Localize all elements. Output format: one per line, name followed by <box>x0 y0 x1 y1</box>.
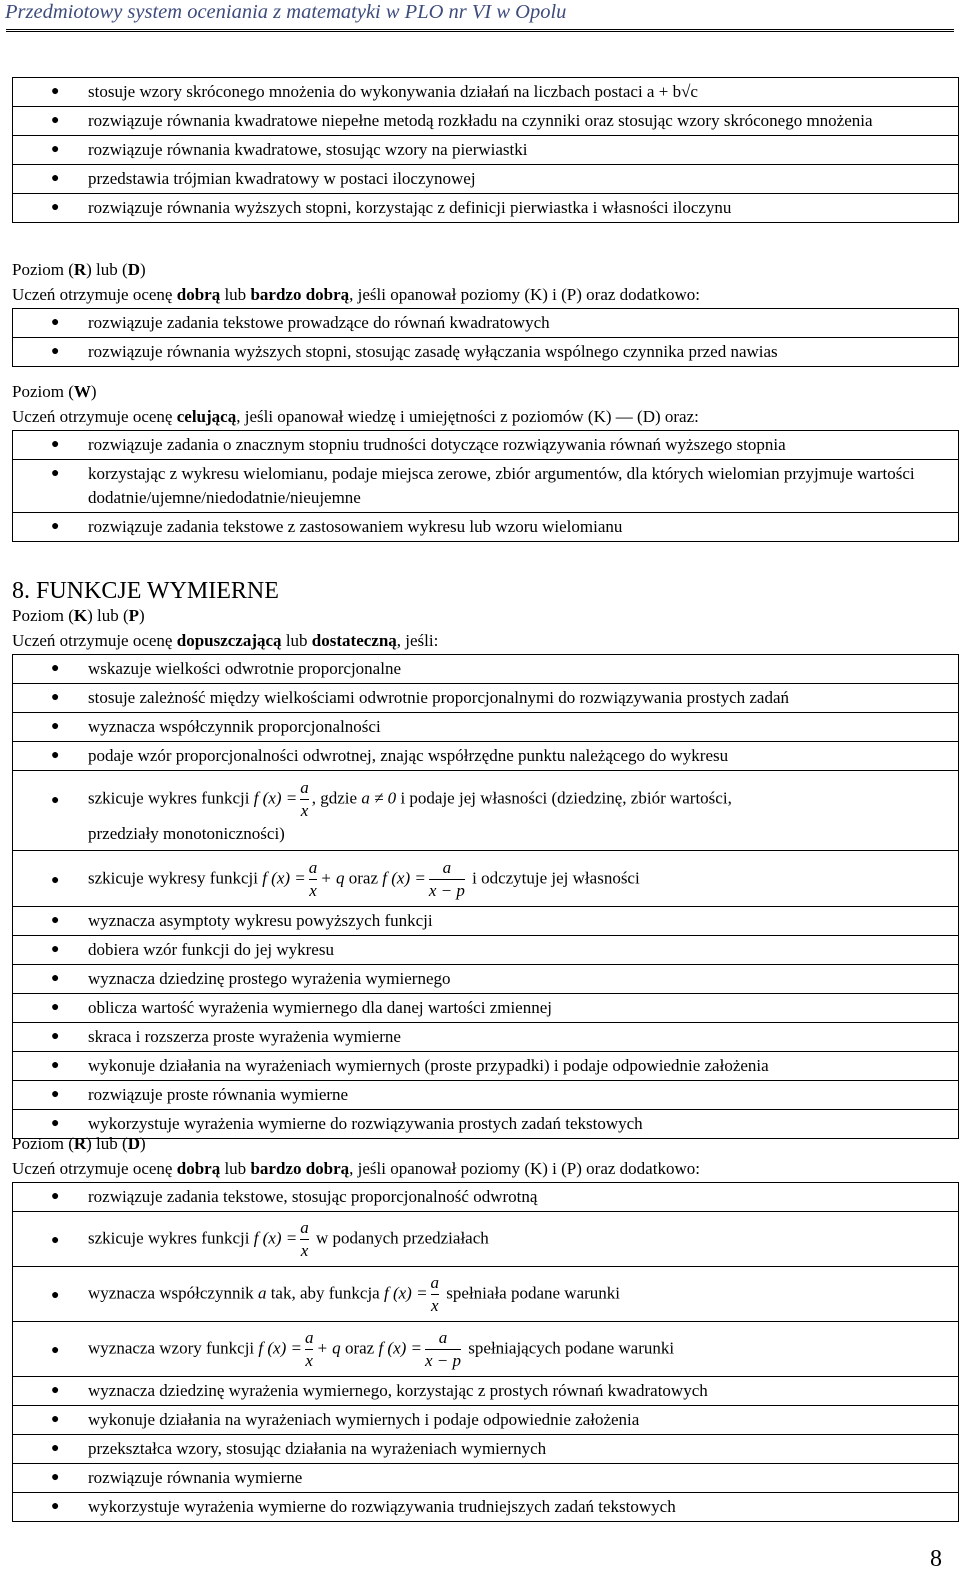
bullet-icon: ● <box>51 315 60 330</box>
bullet-icon: ● <box>51 1288 60 1303</box>
fraction-a-over-x: $\frac{a}{x}$ <box>300 1218 309 1260</box>
bullet-icon: ● <box>51 793 60 808</box>
list-item: ● rozwiązuje równania kwadratowe, stosując wzory na pierwiastki <box>13 136 958 165</box>
skills-list-polynomials-w <box>12 430 959 542</box>
fraction-a-over-x: $\frac{a}{x}$ <box>308 858 318 900</box>
list-item: ● wskazuje wielkości odwrotnie proporcjonalne <box>13 655 958 684</box>
list-item: ● wyznacza wzory funkcji f (x) = $\frac{a}{x}$ + q oraz f (x) = $\frac{a}{x - p}$ spełniających podane warunki <box>13 1322 958 1377</box>
level-title-r-d-2: Poziom (R) lub (D) <box>12 1134 146 1153</box>
list-item: ● rozwiązuje proste równania wymierne <box>13 1081 958 1110</box>
list-item: ● wykorzystuje wyrażenia wymierne do rozwiązywania trudniejszych zadań tekstowych <box>13 1493 958 1522</box>
level-title-k-p: Poziom (K) lub (P) <box>12 606 145 625</box>
list-item: ● wyznacza asymptoty wykresu powyższych funkcji <box>13 907 958 936</box>
level-intro-r-d-2: Uczeń otrzymuje ocenę dobrą lub bardzo dobrą, jeśli opanował poziomy (K) i (P) oraz dodatkowo: <box>12 1159 700 1178</box>
list-item: ● szkicuje wykresy funkcji f (x) = $\frac{a}{x}$ + q oraz f (x) = $\frac{a}{x - p}$ i odczytuje jej własności <box>13 851 958 907</box>
bullet-icon: ● <box>51 1087 60 1102</box>
level-intro-r-d: Uczeń otrzymuje ocenę dobrą lub bardzo dobrą, jeśli opanował poziomy (K) i (P) oraz dodatkowo: <box>12 285 700 304</box>
bullet-icon: ● <box>51 437 60 452</box>
bullet-icon: ● <box>51 1470 60 1485</box>
list-item: ● przedstawia trójmian kwadratowy w postaci iloczynowej <box>13 165 958 194</box>
list-item: ● szkicuje wykres funkcji f (x) = $\frac{a}{x}$ , gdzie a ≠ 0 i podaje jej własności (dziedzinę, zbiór wartości, przedziały monotoniczności) <box>13 771 958 851</box>
bullet-icon: ● <box>51 344 60 359</box>
list-item: ● rozwiązuje równania wymierne <box>13 1464 958 1493</box>
list-item: ● stosuje wzory skróconego mnożenia do wykonywania działań na liczbach postaci a + b√c <box>13 78 958 107</box>
bullet-icon: ● <box>51 142 60 157</box>
bullet-icon: ● <box>51 690 60 705</box>
bullet-icon: ● <box>51 1343 60 1358</box>
list-item: ● wykonuje działania na wyrażeniach wymiernych (proste przypadki) i podaje odpowiednie założenia <box>13 1052 958 1081</box>
list-item: ● rozwiązuje zadania o znacznym stopniu trudności dotyczące rozwiązywania równań wyższego stopnia <box>13 431 958 460</box>
header-rule <box>6 29 954 30</box>
bullet-icon: ● <box>51 1189 60 1204</box>
skills-list-polynomials-k-p <box>12 77 959 223</box>
list-item: ● podaje wzór proporcjonalności odwrotnej, znając współrzędne punktu należącego do wykresu <box>13 742 958 771</box>
bullet-icon: ● <box>51 1233 60 1248</box>
bullet-icon: ● <box>51 1412 60 1427</box>
section-title: 8. FUNKCJE WYMIERNE <box>12 578 279 604</box>
fraction-a-over-x: $\frac{a}{x}$ <box>430 1273 440 1315</box>
skills-list-polynomials-r-d <box>12 308 959 367</box>
list-item: ● rozwiązuje zadania tekstowe prowadzące do równań kwadratowych <box>13 309 958 338</box>
bullet-icon: ● <box>51 1499 60 1514</box>
level-title-w: Poziom (W) <box>12 382 97 401</box>
skills-list-rational-k-p <box>12 654 959 1139</box>
level-title-r-d: Poziom (R) lub (D) <box>12 260 146 279</box>
list-item: ● dobiera wzór funkcji do jej wykresu <box>13 936 958 965</box>
skills-list-rational-r-d <box>12 1182 959 1522</box>
list-item: ● rozwiązuje równania wyższych stopni, korzystając z definicji pierwiastka i własności iloczynu <box>13 194 958 223</box>
fraction-a-over-x-minus-p: $\frac{a}{x - p}$ <box>428 858 465 900</box>
bullet-icon: ● <box>51 1441 60 1456</box>
header-rule-double <box>6 31 954 32</box>
list-item: ● rozwiązuje zadania tekstowe z zastosowaniem wykresu lub wzoru wielomianu <box>13 513 958 542</box>
fraction-a-over-x: $\frac{a}{x}$ <box>304 1328 314 1370</box>
list-item: ● przekształca wzory, stosując działania na wyrażeniach wymiernych <box>13 1435 958 1464</box>
bullet-icon: ● <box>51 84 60 99</box>
list-item: ● rozwiązuje równania kwadratowe niepełne metodą rozkładu na czynniki oraz stosując wzory skróconego mnożenia <box>13 107 958 136</box>
list-item: ● wykorzystuje wyrażenia wymierne do rozwiązywania prostych zadań tekstowych <box>13 1110 958 1139</box>
page-number: 8 <box>930 1546 942 1572</box>
bullet-icon: ● <box>51 1058 60 1073</box>
list-item: ● wyznacza dziedzinę prostego wyrażenia wymiernego <box>13 965 958 994</box>
page-header-title: Przedmiotowy system oceniania z matematyki w PLO nr VI w Opolu <box>5 1 567 23</box>
level-intro-k-p: Uczeń otrzymuje ocenę dopuszczającą lub dostateczną, jeśli: <box>12 631 439 650</box>
list-item: ● wyznacza współczynnik proporcjonalności <box>13 713 958 742</box>
bullet-icon: ● <box>51 971 60 986</box>
bullet-icon: ● <box>51 1029 60 1044</box>
bullet-icon: ● <box>51 519 60 534</box>
bullet-icon: ● <box>51 873 60 888</box>
bullet-icon: ● <box>51 1000 60 1015</box>
bullet-icon: ● <box>51 913 60 928</box>
bullet-icon: ● <box>51 171 60 186</box>
bullet-icon: ● <box>51 661 60 676</box>
list-item: ● oblicza wartość wyrażenia wymiernego dla danej wartości zmiennej <box>13 994 958 1023</box>
list-item: ● stosuje zależność między wielkościami odwrotnie proporcjonalnymi do rozwiązywania prostych zadań <box>13 684 958 713</box>
list-item: ● skraca i rozszerza proste wyrażenia wymierne <box>13 1023 958 1052</box>
bullet-icon: ● <box>51 200 60 215</box>
list-item: ● rozwiązuje zadania tekstowe, stosując proporcjonalność odwrotną <box>13 1183 958 1212</box>
bullet-icon: ● <box>51 466 60 481</box>
fraction-a-over-x-minus-p: $\frac{a}{x - p}$ <box>425 1328 462 1370</box>
list-item: ● wyznacza współczynnik a tak, aby funkcja f (x) = $\frac{a}{x}$ spełniała podane warunki <box>13 1267 958 1322</box>
bullet-icon: ● <box>51 113 60 128</box>
fraction-a-over-x: $\frac{a}{x}$ <box>300 778 309 820</box>
list-item: ● szkicuje wykres funkcji f (x) = $\frac{a}{x}$ w podanych przedziałach <box>13 1212 958 1267</box>
level-intro-w: Uczeń otrzymuje ocenę celującą, jeśli opanował wiedzę i umiejętności z poziomów (K) — (D) oraz: <box>12 407 699 426</box>
bullet-icon: ● <box>51 1383 60 1398</box>
bullet-icon: ● <box>51 719 60 734</box>
bullet-icon: ● <box>51 748 60 763</box>
list-item: ● rozwiązuje równania wyższych stopni, stosując zasadę wyłączania wspólnego czynnika przed nawias <box>13 338 958 367</box>
list-item: ● wykonuje działania na wyrażeniach wymiernych i podaje odpowiednie założenia <box>13 1406 958 1435</box>
list-item: ● korzystając z wykresu wielomianu, podaje miejsca zerowe, zbiór argumentów, dla których wielomian przyjmuje wartości dodatnie/ujemne/niedodatnie/nieujemne <box>13 460 958 513</box>
bullet-icon: ● <box>51 942 60 957</box>
bullet-icon: ● <box>51 1116 60 1131</box>
list-item: ● wyznacza dziedzinę wyrażenia wymiernego, korzystając z prostych równań kwadratowych <box>13 1377 958 1406</box>
